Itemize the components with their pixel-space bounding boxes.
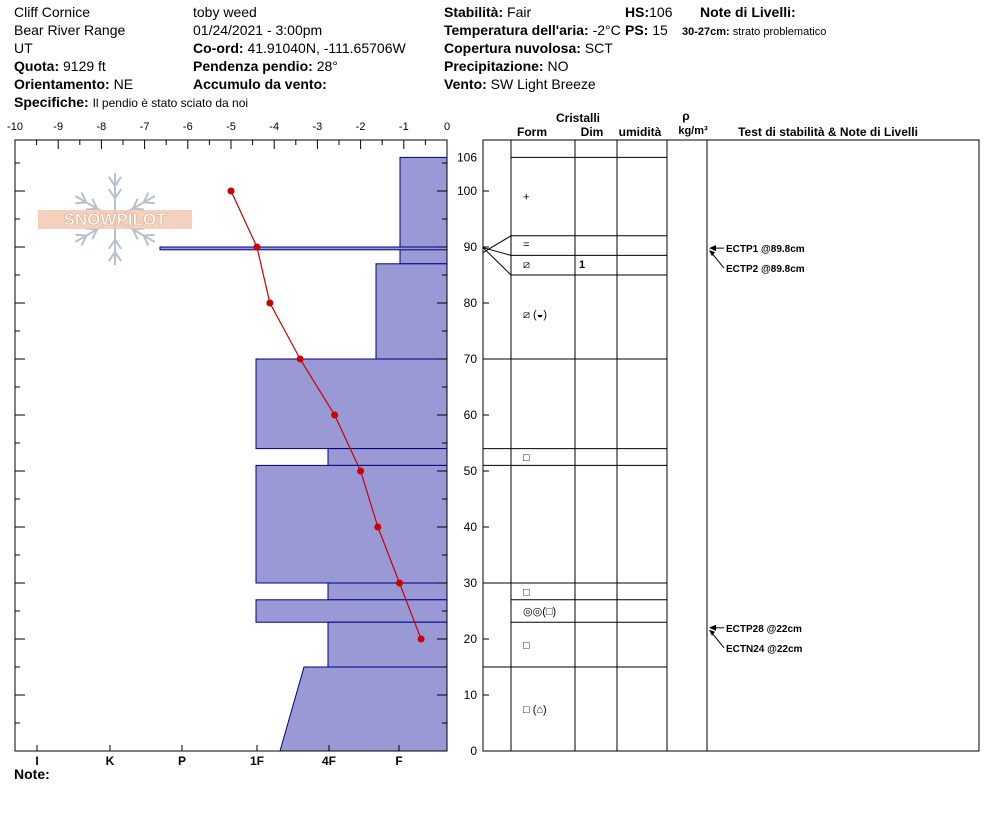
density-symbol: ρ [682,109,690,123]
stability-value: Fair [507,4,532,20]
hardness-layer [328,449,447,466]
observer: toby weed [193,4,257,20]
crystal-size: 1 [579,258,586,271]
depth-tick-label: 100 [456,184,477,198]
stability-tests [709,244,805,655]
crystal-form-symbol: □ [523,586,530,599]
snowflake-branch [75,202,86,203]
hardness-tick-label: K [105,754,115,768]
layer-notes-label: Note di Livelli: [700,4,796,20]
air-temp-value: -2°C [592,22,621,38]
date-time: 01/24/2021 - 3:00pm [193,22,323,38]
hardness-tick-label: I [35,754,39,768]
temperature-point [418,636,425,643]
location-name: Cliff Cornice [14,4,90,20]
hardness-tick-label: P [177,754,187,768]
temperature-point [331,412,338,419]
depth-tick-label: 90 [463,240,477,254]
density-unit: kg/m³ [678,125,708,137]
depth-tick-label: 60 [463,408,477,422]
snowflake-branch [144,235,155,236]
elevation-label: Quota: [14,58,60,74]
aspect-label: Orientamento: [14,76,110,92]
hardness-layer [256,465,447,583]
tests-header: Test di stabilità & Note di Livelli [738,125,918,139]
hardness-layer [280,667,447,751]
wind-loading-label: Accumulo da vento: [193,76,327,92]
crystal-form-symbol: □ [523,452,530,464]
hardness-tick-label: 4F [321,754,337,768]
temp-tick-label: -8 [96,121,107,133]
cloud-value: SCT [584,40,613,56]
precip-value: NO [547,58,569,74]
slope-label: Pendenza pendio: [193,58,313,74]
hardness-profile [160,157,447,751]
depth-tick-label: 106 [456,150,477,165]
temp-tick-label: -7 [139,121,150,133]
slope-value: 28° [316,58,338,74]
temp-tick-label: -2 [355,121,366,133]
aspect-value: NE [113,76,134,92]
hardness-layer [328,583,447,600]
temperature-point [253,244,260,251]
temp-tick-label: -10 [7,121,23,133]
temp-tick-label: -5 [226,121,236,133]
logo-text: SNOWPILOT [63,210,167,229]
temperature-point [297,356,304,363]
hardness-layer [328,622,447,667]
temperature-axis [7,121,450,149]
test-arrow-head [709,245,716,251]
crystal-form-symbol: + [523,191,530,204]
ps-value: 15 [652,22,668,38]
test-label: ECTP28 @22cm [726,623,802,635]
snowflake-branch [144,202,155,203]
temp-tick-label: -9 [53,121,64,133]
crystal-form-symbol: □ (⌂) [523,704,547,716]
depth-tick-label: 30 [463,576,477,590]
notes-label: Note: [14,766,50,782]
temperature-point [228,188,235,195]
hardness-layer [160,247,447,250]
crystal-form-symbol: ⧄ (◒) [523,309,548,322]
depth-tick-label: 10 [463,688,477,702]
test-label: ECTN24 @22cm [726,643,803,655]
crystal-form-symbol: □ [523,639,530,652]
state: UT [14,40,33,56]
cloud-label: Copertura nuvolosa: [444,40,581,56]
snowflake-branch [75,235,86,236]
air-temp-label: Temperatura dell'aria: [444,22,589,38]
temperature-point [357,468,364,475]
precip-label: Precipitazione: [444,58,544,74]
temperature-point [396,580,403,587]
temp-tick-label: -4 [269,121,280,133]
temp-tick-label: 0 [443,121,451,133]
crystal-form-symbol: ◎◎(□) [523,606,557,618]
elevation-value: 9129 ft [63,58,106,74]
crystal-form-symbol: ⧄ [523,258,530,271]
test-arrow-head [709,625,716,631]
test-label: ECTP1 @89.8cm [726,244,805,256]
temp-tick-label: -1 [398,121,409,133]
size-header: Dim [580,125,604,139]
test-label: ECTP2 @89.8cm [726,264,805,276]
ps-label: PS: [625,22,649,38]
temp-tick-label: -3 [312,121,323,133]
crystal-form-symbol: = [523,239,530,252]
temperature-point [374,524,381,531]
wind-label: Vento: [444,76,487,92]
coord-value: 41.91040N, -111.65706W [247,40,406,56]
mountain-range: Bear River Range [14,22,126,38]
coord-label: Co-ord: [193,40,244,56]
temp-tick-label: -6 [182,121,193,133]
layer-note-text: strato problematico [732,26,827,38]
hardness-layer [256,359,447,449]
depth-tick-label: 0 [470,744,477,758]
specifics-label: Specifiche: [14,94,89,110]
snowpilot-logo [38,173,192,265]
layer-note-depth: 30-27cm: [682,26,730,38]
hardness-layer [256,600,447,622]
moisture-header: umidità [618,125,662,139]
wind-value: SW Light Breeze [490,76,596,92]
specifics-value: Il pendio è stato sciato da noi [92,96,249,110]
depth-tick-label: 70 [463,352,477,366]
hardness-tick-label: 1F [249,754,265,768]
crystals-header: Cristalli [555,111,601,125]
depth-tick-label: 20 [463,632,477,646]
table-frame [483,140,979,751]
form-header: Form [517,125,547,139]
layer-connector [483,236,511,253]
stability-label: Stabilità: [444,4,504,20]
temperature-point [266,300,273,307]
hs-label: HS: [625,4,650,20]
hs-value: 106 [649,4,673,20]
hardness-layer [376,264,447,359]
depth-tick-label: 50 [463,464,477,478]
depth-tick-label: 80 [463,296,477,310]
depth-tick-label: 40 [463,520,477,534]
hardness-tick-label: F [395,754,403,768]
